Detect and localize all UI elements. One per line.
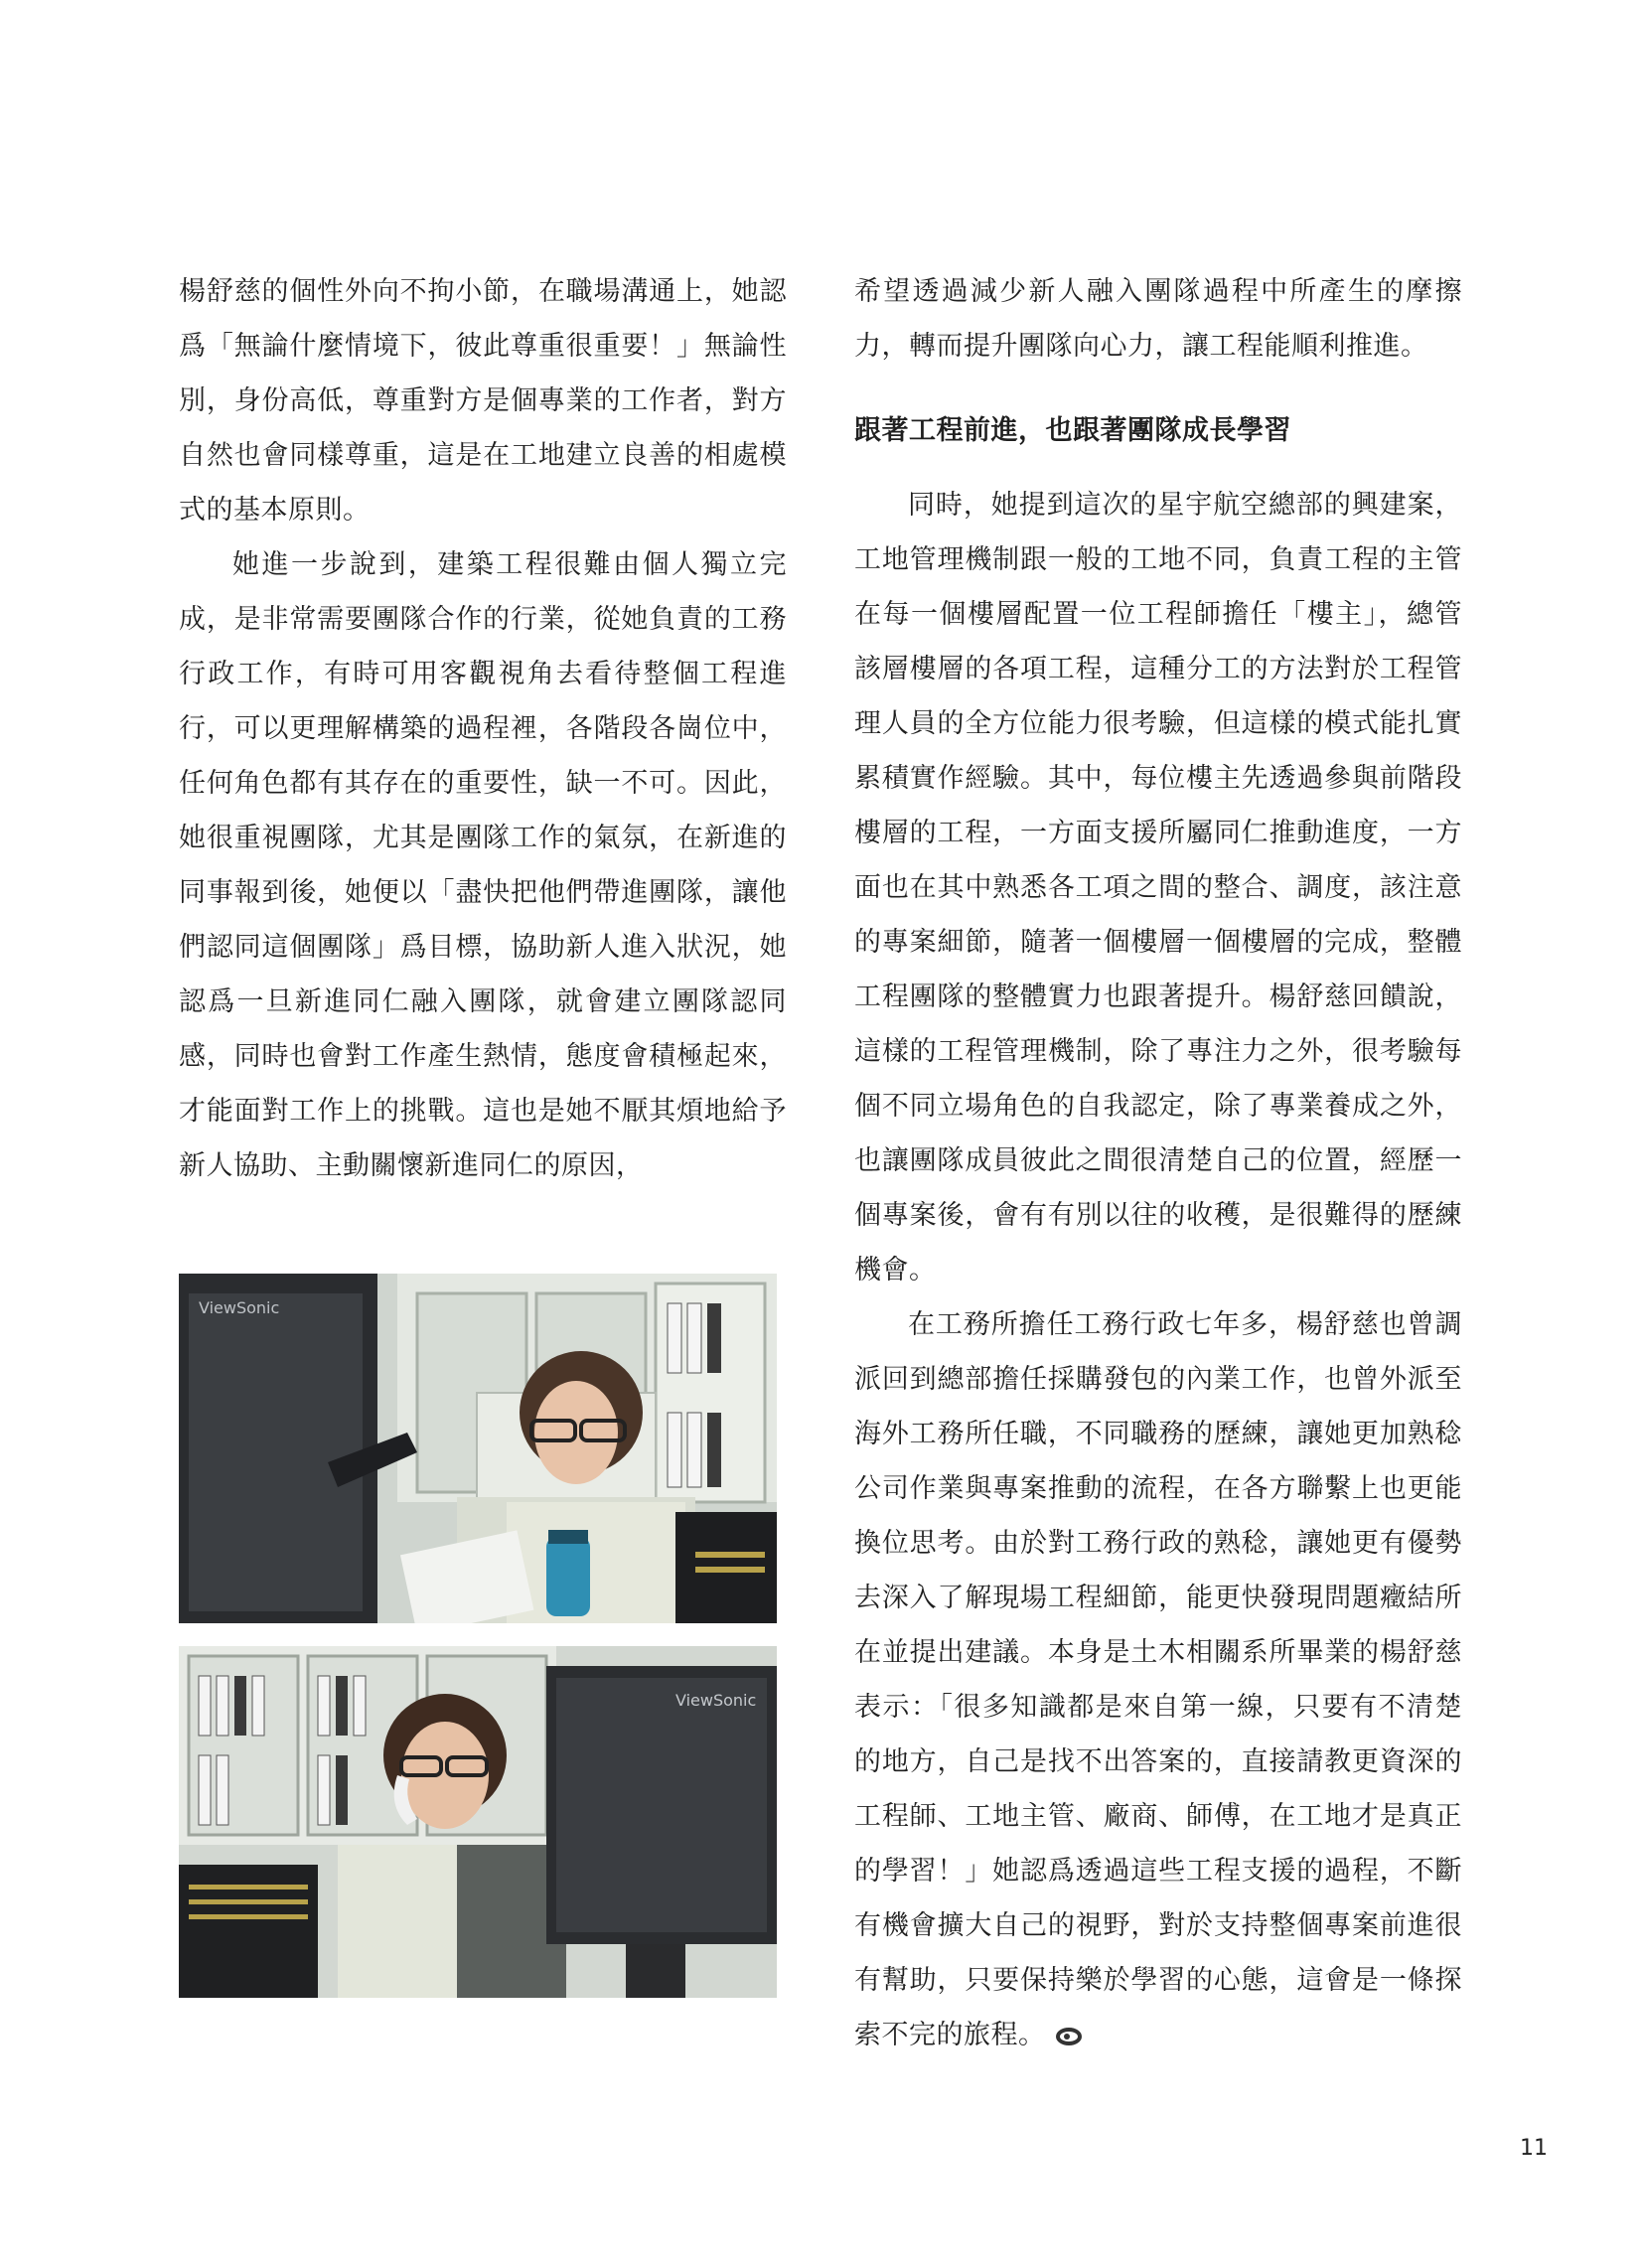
paragraph-right-2 (854, 1297, 1462, 2062)
monitor-brand-label-2: ViewSonic (675, 1691, 757, 1710)
paragraph-left-2: 她進一步說到，建築工程很難由個人獨立完成，是非常需要團隊合作的行業，從她負責的工務行政工作，有時可用客觀視角去看待整個工程進行，可以更理解構築的過程裡，各階段各崗位中，任何角色都有其存在的重要性，缺一不可。因此，她很重視團隊，尤其是團隊工作的氣氛，在新進的同事報到後，她便以「盡快把他們帶進團隊，讓他們認同這個團隊」爲目標，協助新人進入狀況，她認爲一旦新進同仁融入團隊，就會建立團隊認同感，同時也會對工作產生熱情，態度會積極起來，才能面對工作上的挑戰。這也是她不厭其煩地給予新人協助、主動關懷新進同仁的原因， (179, 549, 787, 1181)
paragraph-right-1: 同時，她提到這次的星宇航空總部的興建案，工地管理機制跟一般的工地不同，負責工程的主管在每一個樓層配置一位工程師擔任「樓主」，總管該層樓層的各項工程，這種分工的方法對於工程管理人員的全方位能力很考驗，但這樣的模式能扎實累積實作經驗。其中，每位樓主先透過參與前階段樓層的工程，一方面支援所屬同仁推動進度，一方面也在其中熟悉各工項之間的整合、調度，該注意的專案細節，隨著一個樓層一個樓層的完成，整體工程團隊的整體實力也跟著提升。楊舒慈回饋說，這樣的工程管理機制，除了專注力之外，很考驗每個不同立場角色的自我認定，除了專業養成之外，也讓團隊成員彼此之間很清楚自己的位置，經歷一個專案後，會有有別以往的收穫，是很難得的歷練機會。 (854, 490, 1462, 1285)
section-heading: 跟著工程前進，也跟著團隊成長學習 (854, 415, 1291, 446)
office-photo-reading-document (179, 1274, 777, 1623)
office-photo-phone-call (179, 1646, 777, 1998)
left-column (179, 264, 787, 1193)
paragraph-right-continuation: 希望透過減少新人融入團隊過程中所產生的摩擦力，轉而提升團隊向心力，讓工程能順利推進。 (854, 276, 1462, 362)
paragraph-right-2-text: 在工務所擔任工務行政七年多，楊舒慈也曾調派回到總部擔任採購發包的內業工作，也曾外派至海外工務所任職，不同職務的歷練，讓她更加熟稔公司作業與專案推動的流程，在各方聯繫上也更能換位思考。由於對工務行政的熟稔，讓她更有優勢去深入了解現場工程細節，能更快發現問題癥結所在並提出建議。本身是土木相關系所畢業的楊舒慈表示：「很多知識都是來自第一線，只要有不清楚的地方，自己是找不出答案的，直接請教更資深的工程師、工地主管、廠商、師傅，在工地才是真正的學習！」她認爲透過這些工程支援的過程，不斷有機會擴大自己的視野，對於支持整個專案前進很有幫助，只要保持樂於學習的心態，這會是一條探索不完的旅程。 (854, 1309, 1462, 2050)
right-column (854, 264, 1462, 2062)
end-mark-icon (1056, 2028, 1082, 2045)
page-number: 11 (1520, 2136, 1548, 2161)
monitor-brand-label-1: ViewSonic (199, 1298, 280, 1317)
paragraph-left-1: 楊舒慈的個性外向不拘小節，在職場溝通上，她認爲「無論什麼情境下，彼此尊重很重要！」無論性別，身份高低，尊重對方是個專業的工作者，對方自然也會同樣尊重，這是在工地建立良善的相處模式的基本原則。 (179, 276, 787, 526)
